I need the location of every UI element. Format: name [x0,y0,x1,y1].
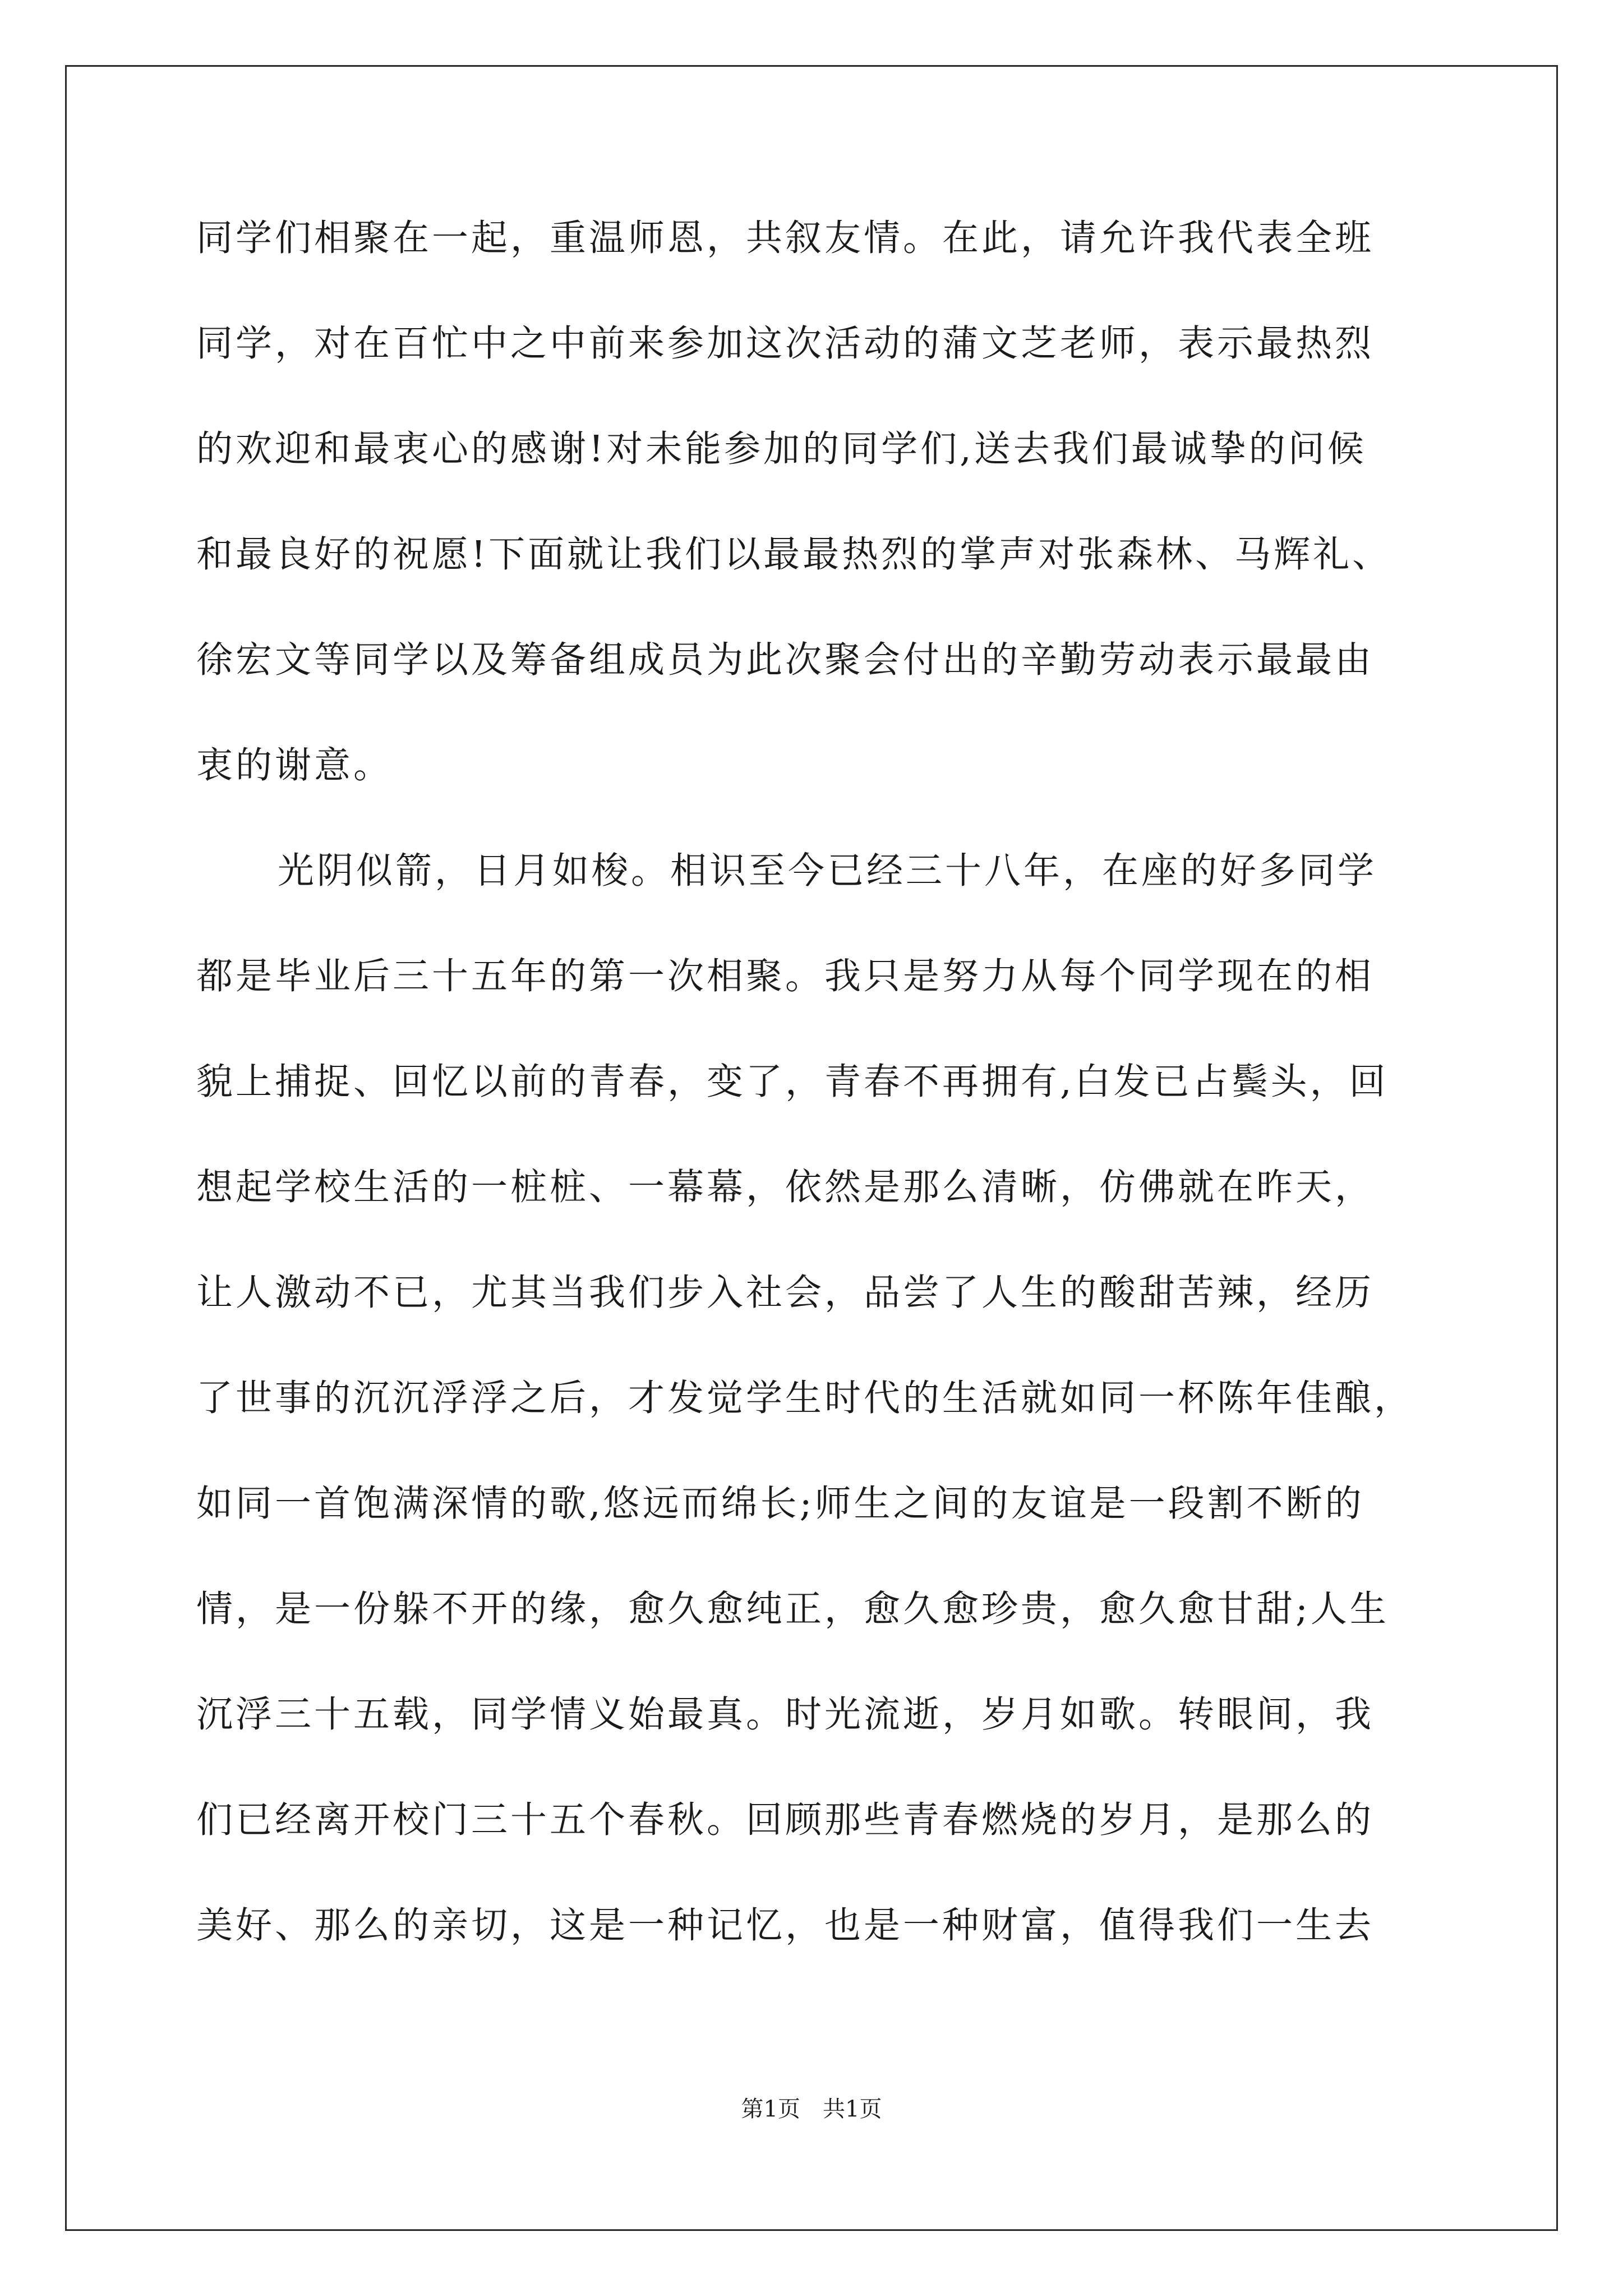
text-line: 同学，对在百忙中之中前来参加这次活动的蒲文芝老师，表示最热烈 [196,323,1375,365]
text-line: 如同一首饱满深情的歌,悠远而绵长;师生之间的友谊是一段割不断的 [196,1483,1364,1525]
text-line: 美好、那么的亲切，这是一种记忆，也是一种财富，值得我们一生去 [196,1904,1375,1947]
text-line: 了世事的沉沉浮浮之后，才发觉学生时代的生活就如同一杯陈年佳酿， [196,1377,1414,1419]
page-number-label: 第1页 共1页 [741,2096,882,2122]
text-line: 的欢迎和最衷心的感谢!对未能参加的同学们,送去我们最诚挚的问候 [196,428,1367,470]
text-line: 貌上捕捉、回忆以前的青春，变了，青春不再拥有,白发已占鬓头，回 [196,1061,1389,1103]
text-line: 同学们相聚在一起，重温师恩，共叙友情。在此，请允许我代表全班 [196,217,1375,259]
text-line: 都是毕业后三十五年的第一次相聚。我只是努力从每个同学现在的相 [196,955,1375,997]
page-footer [0,2095,1623,2123]
text-line: 衷的谢意。 [196,744,393,786]
text-line: 情，是一份躲不开的缘，愈久愈纯正，愈久愈珍贵，愈久愈甘甜;人生 [196,1588,1389,1630]
text-line: 们已经离开校门三十五个春秋。回顾那些青春燃烧的岁月，是那么的 [196,1799,1375,1841]
text-line: 和最良好的祝愿!下面就让我们以最最热烈的掌声对张森林、马辉礼、 [196,533,1392,576]
text-line: 让人激动不已，尤其当我们步入社会，品尝了人生的酸甜苦辣，经历 [196,1272,1375,1314]
text-line: 徐宏文等同学以及筹备组成员为此次聚会付出的辛勤劳动表示最最由 [196,639,1375,681]
text-line: 沉浮三十五载，同学情义始最真。时光流逝，岁月如歌。转眼间，我 [196,1694,1375,1736]
text-line: 想起学校生活的一桩桩、一幕幕，依然是那么清晰，仿佛就在昨天， [196,1166,1375,1208]
paragraph-start-line: 光阴似箭，日月如梭。相识至今已经三十八年，在座的好多同学 [278,850,1377,892]
